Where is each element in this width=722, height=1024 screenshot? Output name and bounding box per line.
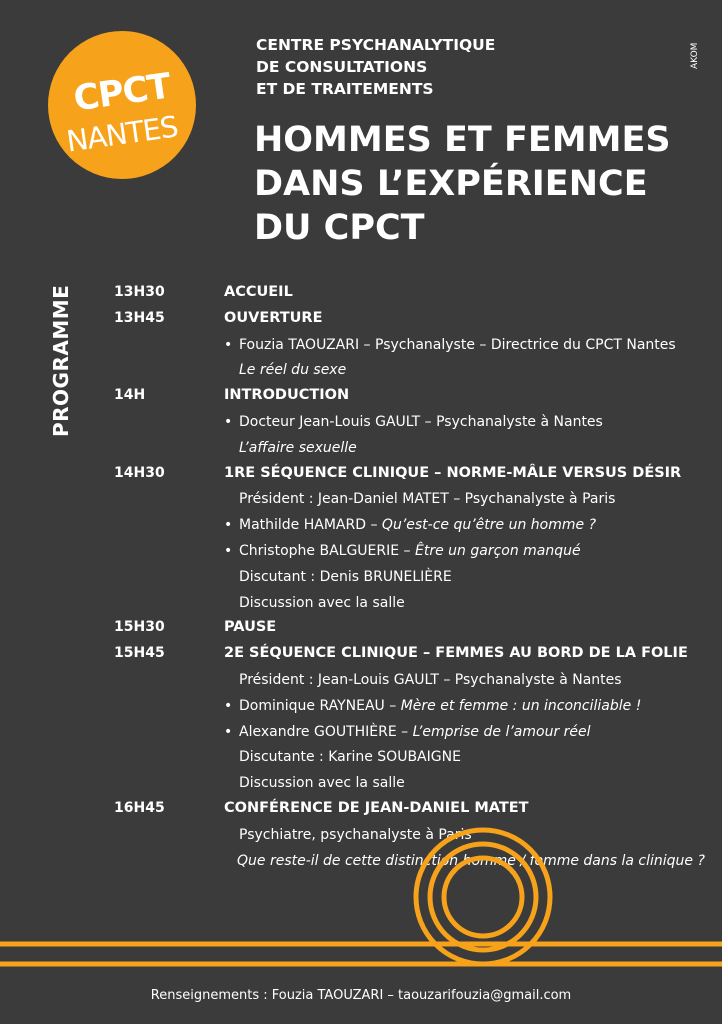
speaker-name: Docteur Jean-Louis GAULT – Psychanalyste à Nantes [239, 414, 603, 430]
speaker-name: Mathilde HAMARD – [239, 517, 382, 534]
logo-line-2: NANTES [64, 109, 180, 159]
title-line: DU CPCT [254, 208, 425, 248]
speaker-line [239, 724, 591, 740]
session-time: 16H45 [114, 800, 165, 816]
program-row [0, 512, 722, 538]
speaker-name: Fouzia TAOUZARI – Psychanalyste – Directrice du CPCT Nantes [239, 336, 676, 353]
session-title [224, 645, 688, 661]
program-row [0, 435, 722, 461]
speaker-name: Alexandre GOUTHIÈRE – [239, 723, 413, 740]
session-detail: Discutante : Karine SOUBAIGNE [239, 749, 461, 766]
program-row [0, 796, 722, 822]
session-title-main: OUVERTURE [224, 309, 323, 326]
talk-title: L’emprise de l’amour réel [412, 723, 591, 740]
bullet-icon: • [224, 697, 233, 714]
session-title [224, 465, 681, 481]
session-detail: Psychiatre, psychanalyste à Paris [239, 826, 472, 843]
session-detail: Président : Jean-Louis GAULT – Psychanalyste à Nantes [239, 672, 622, 688]
bullet-icon: • [224, 414, 233, 430]
program-row [0, 383, 722, 409]
program-row [0, 693, 722, 719]
session-time: 13H45 [114, 309, 165, 326]
session-title [224, 800, 529, 816]
session-time: 13H30 [114, 284, 165, 300]
session-time: 15H30 [114, 619, 165, 636]
session-title [224, 387, 349, 403]
session-title-rest: – NORME-MÂLE VERSUS DÉSIR [429, 464, 682, 481]
cpct-logo [48, 31, 196, 179]
org-line: DE CONSULTATIONS [256, 58, 428, 76]
program-row [0, 357, 722, 383]
session-time: 14H [114, 387, 146, 404]
session-detail: Discussion avec la salle [239, 594, 405, 611]
program-row [0, 641, 722, 667]
session-title-main: INTRODUCTION [224, 387, 350, 404]
title-line: HOMMES ET FEMMES [254, 120, 671, 160]
bullet-icon: • [224, 543, 233, 559]
program-row [0, 719, 722, 745]
program-row [0, 409, 722, 435]
org-line: CENTRE PSYCHANALYTIQUE [256, 36, 496, 54]
talk-title: Mère et femme : un inconciliable ! [400, 697, 642, 714]
speaker-line [239, 698, 641, 714]
inner-ring [444, 858, 522, 936]
program-row [0, 538, 722, 564]
session-time: 15H45 [114, 645, 165, 662]
program-row [0, 332, 722, 358]
session-time: 14H30 [114, 464, 165, 481]
program-row [0, 306, 722, 332]
title-line: DANS L’EXPÉRIENCE [254, 164, 648, 204]
speaker-line [239, 517, 596, 533]
bullet-icon: • [224, 723, 233, 740]
credit-label: AKOM [690, 42, 700, 70]
bullet-icon: • [224, 517, 233, 534]
talk-title: Être un garçon manqué [415, 543, 581, 559]
organization-name [256, 34, 495, 100]
talk-title: Qu’est-ce qu’être un homme ? [381, 517, 597, 534]
speaker-line [239, 414, 603, 430]
session-detail: Président : Jean-Daniel MATET – Psychanalyste à Paris [239, 491, 616, 508]
program-row [0, 744, 722, 770]
session-title-main: CONFÉRENCE DE JEAN-DANIEL MATET [224, 800, 529, 816]
program-row [0, 667, 722, 693]
session-detail: Discussion avec la salle [239, 775, 405, 792]
speaker-line [239, 543, 581, 559]
bullet-icon: • [224, 336, 233, 353]
session-detail: Discutant : Denis BRUNELIÈRE [239, 568, 452, 585]
session-title [224, 619, 276, 635]
programme-label: PROGRAMME [49, 284, 73, 438]
session-title-main: 2E SÉQUENCE CLINIQUE – FEMMES AU BORD DE LA FOLIE [224, 645, 688, 662]
talk-title: L’affaire sexuelle [239, 439, 357, 456]
program-row [0, 770, 722, 796]
program-row [0, 564, 722, 590]
talk-title: Que reste-il de cette distinction homme / femme dans la clinique ? [237, 852, 705, 869]
speaker-name: Dominique RAYNEAU – [239, 697, 401, 714]
session-title [224, 284, 293, 300]
contact-info: Renseignements : Fouzia TAOUZARI – taouzarifouzia@gmail.com [150, 988, 572, 1003]
decorative-rings [0, 820, 722, 980]
session-title-main: PAUSE [224, 619, 277, 636]
logo-line-1: CPCT [71, 66, 173, 120]
event-title [254, 118, 714, 250]
session-title-main: 1RE SÉQUENCE CLINIQUE [224, 464, 430, 481]
program-row [0, 615, 722, 641]
session-title [224, 310, 322, 326]
speaker-name: Christophe BALGUERIE – [239, 543, 415, 559]
program-row [0, 280, 722, 306]
speaker-line [239, 337, 676, 353]
talk-title: Le réel du sexe [239, 362, 347, 379]
program-row [0, 590, 722, 616]
session-title-main: ACCUEIL [224, 284, 293, 300]
program-row [0, 461, 722, 487]
org-line: ET DE TRAITEMENTS [256, 80, 434, 98]
program-row [0, 486, 722, 512]
